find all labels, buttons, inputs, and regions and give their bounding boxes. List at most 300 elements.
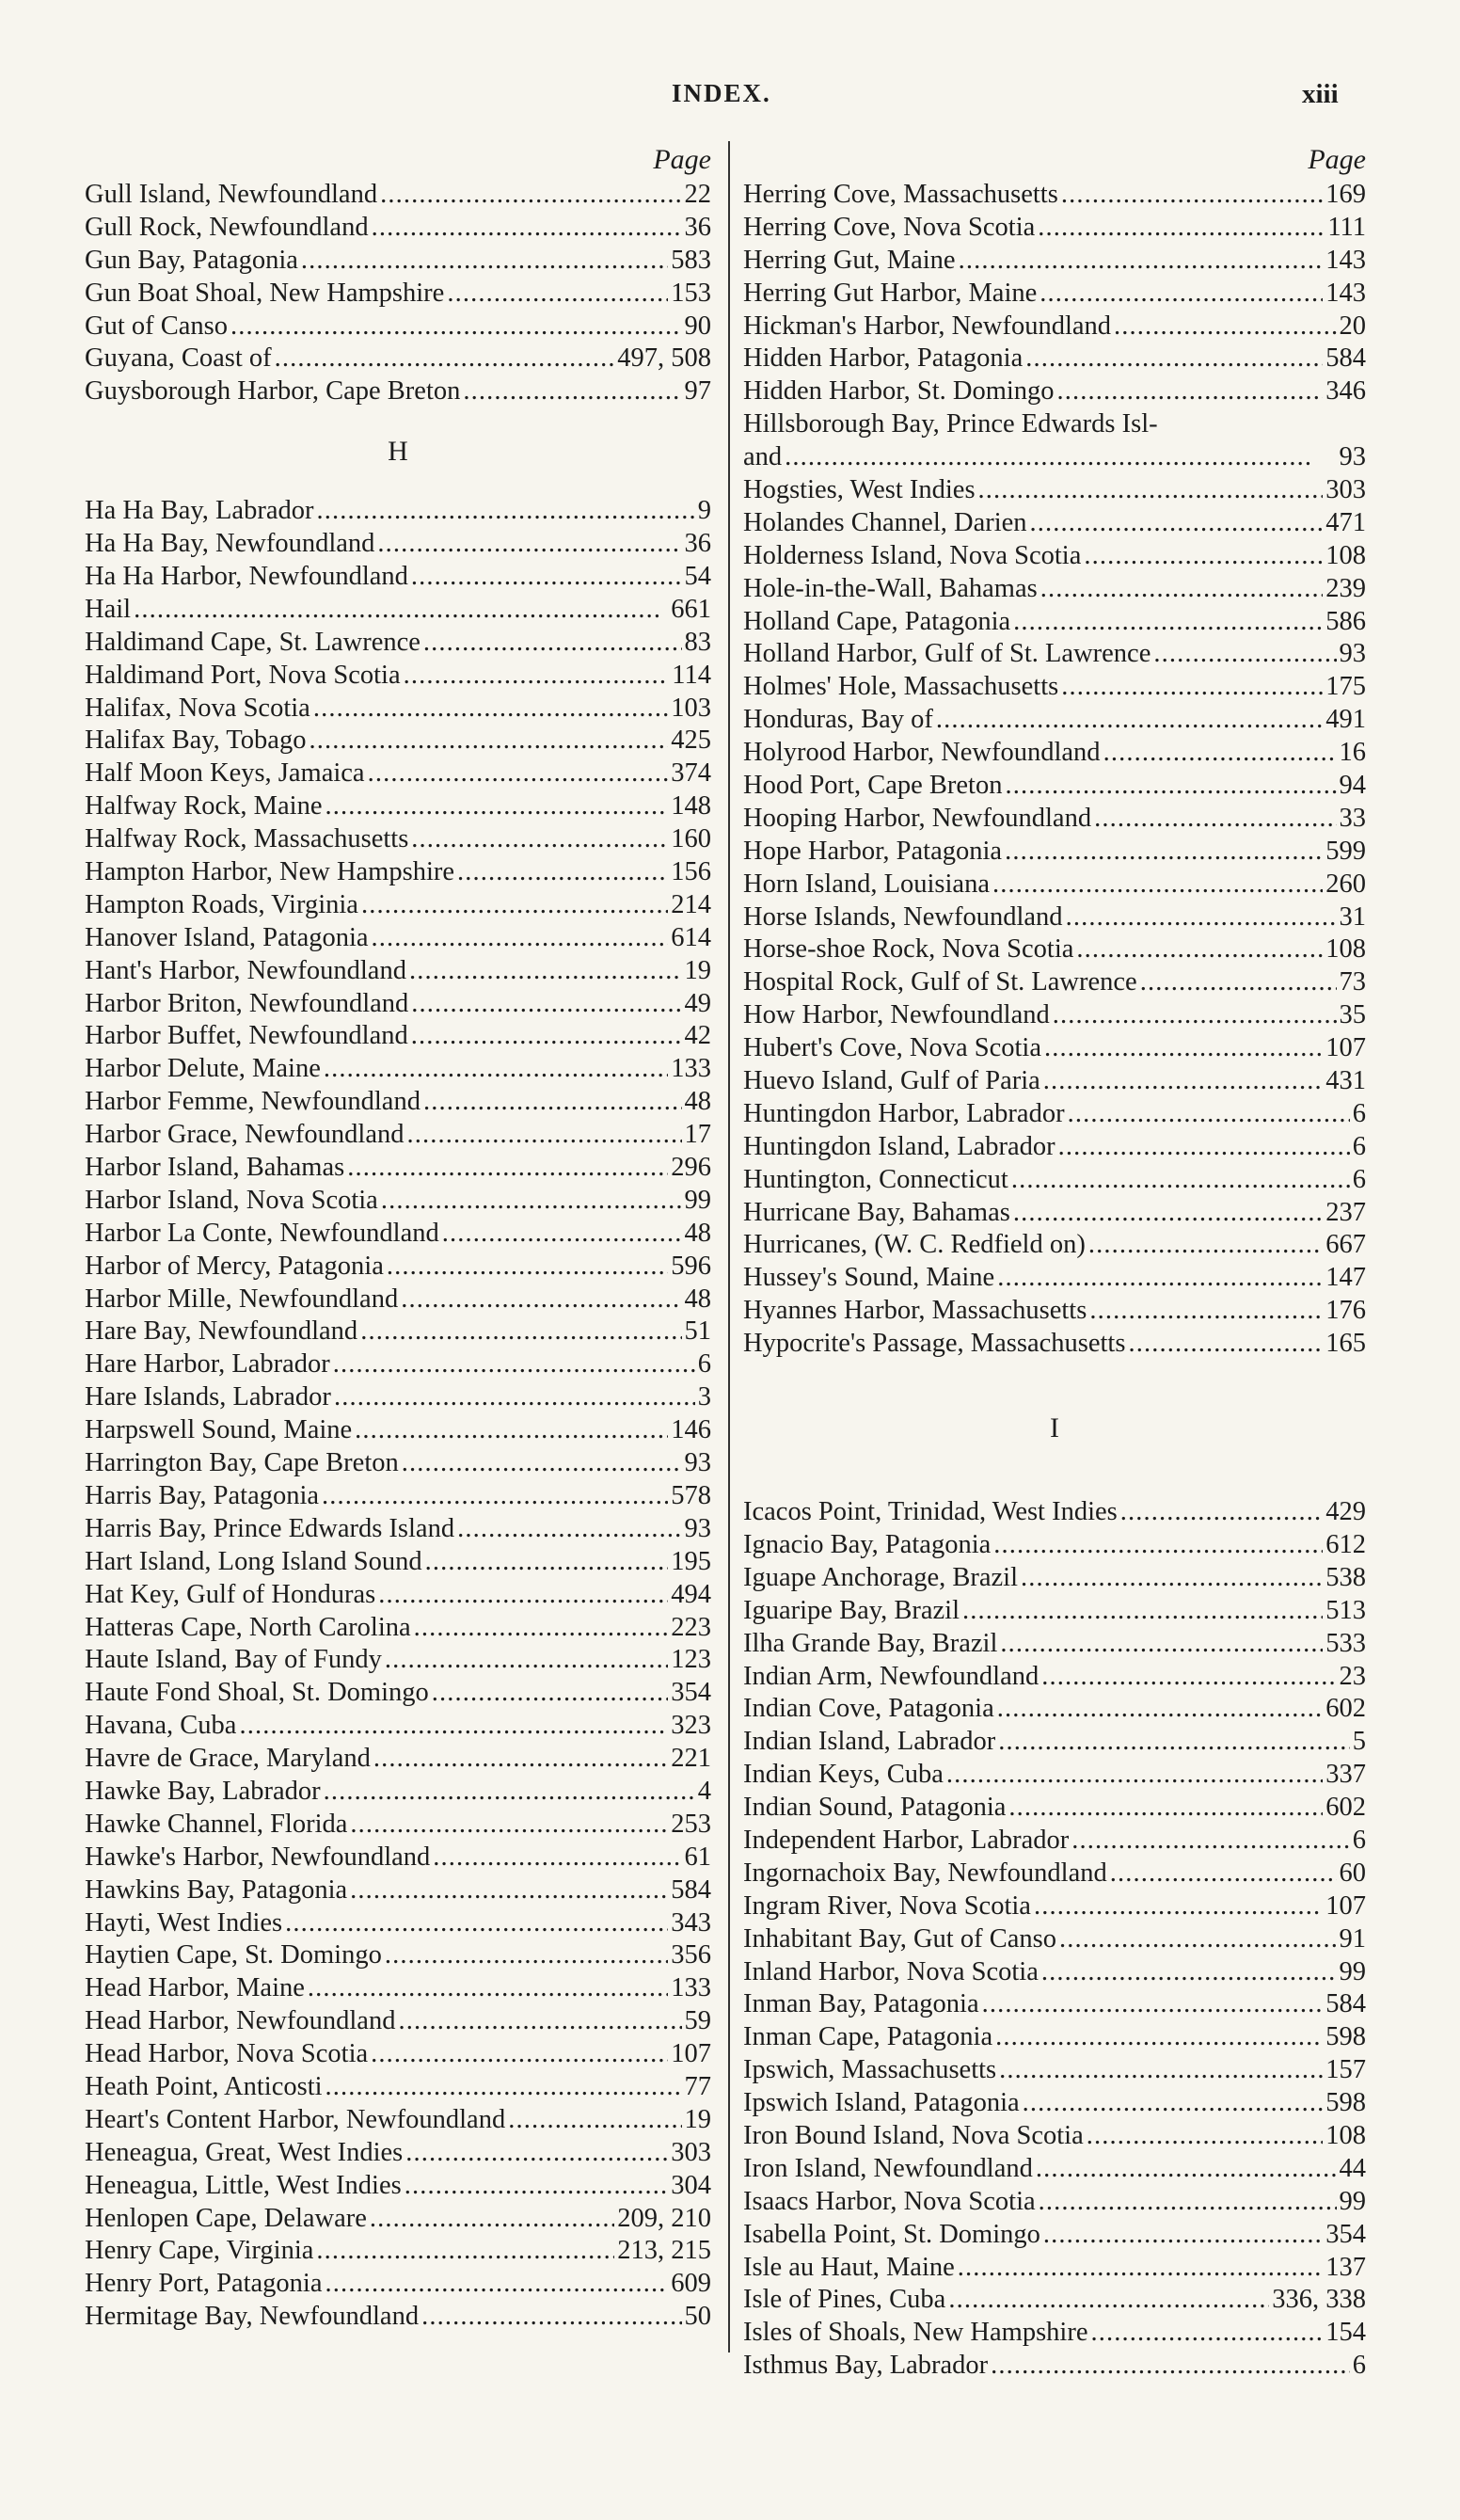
entry-page: 160	[671, 824, 711, 854]
entry-name: Harbor Delute, Maine	[85, 1054, 321, 1084]
index-entry	[85, 2137, 711, 2170]
entry-page: 586	[1325, 606, 1366, 636]
index-entry	[743, 901, 1366, 934]
index-entry	[743, 737, 1366, 770]
entry-name: Hidden Harbor, St. Domingo	[743, 376, 1055, 407]
index-entry	[743, 606, 1366, 639]
dot-leader	[1036, 2153, 1337, 2186]
entry-page: 598	[1325, 2088, 1366, 2118]
index-entry	[85, 1907, 711, 1940]
dot-leader	[1071, 1825, 1350, 1858]
dot-leader	[411, 823, 668, 856]
index-entry	[85, 1579, 711, 1612]
dot-leader	[1053, 999, 1337, 1032]
entry-page: 153	[671, 278, 711, 308]
entry-name: Half Moon Keys, Jamaica	[85, 758, 365, 789]
dot-leader	[370, 2203, 614, 2236]
index-entry	[85, 1447, 711, 1480]
dot-leader	[322, 1480, 668, 1513]
entry-page: 146	[671, 1415, 711, 1445]
entry-page: 108	[1325, 540, 1366, 570]
index-entry	[85, 495, 711, 528]
entry-name: Haytien Cape, St. Domingo	[85, 1940, 382, 1970]
entry-page: 584	[671, 1874, 711, 1905]
entry-name: Havre de Grace, Maryland	[85, 1744, 371, 1774]
entry-name: Iguape Anchorage, Brazil	[743, 1562, 1018, 1592]
dot-leader	[275, 343, 615, 375]
index-entry	[743, 375, 1366, 408]
entry-name: Holandes Channel, Darien	[743, 507, 1027, 537]
entry-name: Hurricanes, (W. C. Redfield on)	[743, 1230, 1086, 1260]
dot-leader	[1043, 2219, 1323, 2252]
entry-page: 596	[671, 1251, 711, 1281]
entry-name: Holland Cape, Patagonia	[743, 606, 1011, 636]
entry-name: Ha Ha Harbor, Newfoundland	[85, 562, 408, 591]
entry-name: Heneagua, Great, West Indies	[85, 2137, 404, 2167]
index-entry	[85, 1874, 711, 1907]
index-entry	[85, 1710, 711, 1743]
entry-page: 93	[1339, 442, 1366, 472]
dot-leader	[1041, 1661, 1336, 1694]
dot-leader	[447, 278, 668, 311]
entry-name: Iron Island, Newfoundland	[743, 2153, 1033, 2183]
dot-leader	[1087, 2120, 1324, 2153]
entry-page: 157	[1325, 2055, 1366, 2085]
entry-page: 260	[1325, 869, 1366, 899]
entry-page: 99	[1339, 1956, 1366, 1986]
entry-page: 49	[684, 988, 711, 1018]
entry-name: Inman Cape, Patagonia	[743, 2022, 993, 2052]
entry-name: Isthmus Bay, Labrador	[743, 2351, 989, 2381]
entry-name: Hare Islands, Labrador	[85, 1382, 331, 1412]
dot-leader	[1061, 179, 1323, 212]
index-entry	[743, 1825, 1366, 1858]
dot-leader	[355, 1414, 668, 1447]
entry-page: 33	[1339, 803, 1366, 833]
dot-leader	[371, 2038, 668, 2071]
entry-name: Holland Harbor, Gulf of St. Lawrence	[743, 639, 1151, 669]
dot-leader	[404, 660, 670, 693]
entry-name: Ilha Grande Bay, Brazil	[743, 1628, 998, 1658]
index-entry	[85, 245, 711, 278]
entry-page: 354	[1325, 2219, 1366, 2249]
index-entry	[743, 2219, 1366, 2252]
entry-page: 94	[1339, 771, 1366, 801]
index-entry	[85, 343, 711, 375]
index-entry	[85, 2268, 711, 2301]
index-entry	[85, 1348, 711, 1381]
index-entry	[743, 1693, 1366, 1726]
page-number: xiii	[1302, 79, 1339, 109]
index-entry	[743, 1496, 1366, 1529]
entry-name: Ha Ha Bay, Newfoundland	[85, 529, 375, 559]
entry-page: 431	[1325, 1066, 1366, 1096]
index-entry	[85, 1086, 711, 1119]
entry-name: Isabella Point, St. Domingo	[743, 2219, 1040, 2249]
entry-name: Inland Harbor, Nova Scotia	[743, 1956, 1039, 1986]
page-column-label: Page	[653, 144, 711, 175]
dot-leader	[239, 1710, 668, 1743]
index-entry	[743, 1065, 1366, 1098]
dot-leader	[1114, 311, 1336, 343]
index-entry	[85, 2005, 711, 2038]
index-entry	[85, 1939, 711, 1972]
dot-leader	[1061, 671, 1323, 704]
entry-name: Hooping Harbor, Newfoundland	[743, 803, 1092, 833]
entry-name: Gun Bay, Patagonia	[85, 245, 298, 275]
entry-name: Harbor Island, Nova Scotia	[85, 1185, 378, 1215]
index-entry	[743, 836, 1366, 869]
dot-leader	[385, 1939, 668, 1972]
index-entry	[743, 966, 1366, 999]
index-entry	[743, 1923, 1366, 1956]
dot-leader	[411, 561, 682, 594]
dot-leader	[350, 1874, 668, 1907]
dot-leader	[309, 725, 668, 758]
dot-leader	[333, 1348, 695, 1381]
entry-name: Hypocrite's Passage, Massachusetts	[743, 1329, 1126, 1359]
entry-page: 602	[1325, 1793, 1366, 1823]
entry-name: Hyannes Harbor, Massachusetts	[743, 1296, 1087, 1326]
entry-name: Isle of Pines, Cuba	[743, 2285, 946, 2315]
entry-name: Huevo Island, Gulf of Paria	[743, 1066, 1040, 1096]
dot-leader	[411, 988, 681, 1021]
index-entry	[743, 2087, 1366, 2120]
entry-name: Haute Fond Shoal, St. Domingo	[85, 1678, 429, 1708]
entry-name: Harbor Island, Bahamas	[85, 1153, 345, 1183]
entry-page: 20	[1339, 311, 1366, 341]
entry-page: 44	[1339, 2153, 1366, 2183]
entry-name: Holderness Island, Nova Scotia	[743, 540, 1082, 570]
index-entry	[743, 573, 1366, 606]
dot-leader	[425, 1546, 669, 1579]
dot-leader	[325, 790, 668, 823]
entry-name: Henry Cape, Virginia	[85, 2236, 314, 2266]
entry-page: 195	[671, 1546, 711, 1576]
entry-page: 214	[671, 889, 711, 919]
dot-leader	[1008, 1792, 1323, 1825]
entry-page: 221	[671, 1744, 711, 1774]
index-entry	[85, 1612, 711, 1645]
dot-leader	[995, 2021, 1323, 2054]
entry-group	[743, 474, 1366, 1361]
index-entry	[85, 1677, 711, 1710]
entry-page: 60	[1339, 1858, 1366, 1888]
dot-leader	[948, 2284, 1269, 2317]
section-heading-i: I	[1050, 1412, 1059, 1444]
entry-page: 175	[1325, 672, 1366, 702]
entry-name: Gun Boat Shoal, New Hampshire	[85, 278, 445, 308]
dot-leader	[347, 1152, 668, 1185]
entry-page: 93	[1339, 639, 1366, 669]
entry-page: 346	[1325, 376, 1366, 407]
section-heading-h: H	[388, 436, 408, 468]
entry-page: 6	[1352, 1825, 1366, 1855]
dot-leader	[377, 528, 681, 561]
index-entry	[743, 2350, 1366, 2383]
entry-page: 108	[1325, 934, 1366, 965]
dot-leader	[301, 245, 668, 278]
dot-leader	[1011, 1164, 1350, 1197]
index-entry	[85, 1053, 711, 1086]
index-entry	[85, 1809, 711, 1842]
entry-page: 97	[684, 376, 711, 407]
entry-name: Havana, Cuba	[85, 1711, 237, 1741]
dot-leader	[409, 955, 682, 988]
entry-name: Harbor Mille, Newfoundland	[85, 1284, 399, 1314]
entry-page: 612	[1325, 1529, 1366, 1559]
entry-page: 176	[1325, 1296, 1366, 1326]
entry-page: 54	[684, 562, 711, 591]
index-entry	[85, 922, 711, 955]
dot-leader	[991, 2350, 1350, 2383]
entry-name: Ingram River, Nova Scotia	[743, 1890, 1031, 1921]
dot-leader	[1066, 901, 1337, 934]
entry-page: 578	[671, 1480, 711, 1510]
entry-page: 6	[1352, 1131, 1366, 1161]
dot-leader	[959, 245, 1324, 278]
entry-name: Henry Port, Patagonia	[85, 2269, 323, 2299]
entry-page: 609	[671, 2269, 711, 2299]
entry-name: Harris Bay, Patagonia	[85, 1480, 320, 1510]
index-entry	[85, 2301, 711, 2334]
index-entry	[743, 803, 1366, 836]
entry-name: Independent Harbor, Labrador	[743, 1825, 1070, 1855]
entry-page: 304	[671, 2170, 711, 2200]
dot-leader	[1058, 1131, 1350, 1164]
dot-leader	[1120, 1496, 1324, 1529]
dot-leader	[405, 2137, 668, 2170]
entry-name: Gull Island, Newfoundland	[85, 179, 378, 209]
entry-page: 6	[1352, 1164, 1366, 1194]
entry-page: 598	[1325, 2022, 1366, 2052]
index-entry	[85, 375, 711, 408]
entry-page: 51	[684, 1316, 711, 1347]
entry-name: Halifax, Nova Scotia	[85, 693, 310, 723]
index-entry	[743, 1262, 1366, 1295]
entry-name: Indian Cove, Patagonia	[743, 1694, 994, 1724]
entry-name: Isles of Shoals, New Hampshire	[743, 2318, 1088, 2348]
entry-page: 31	[1339, 901, 1366, 932]
entry-name: Halifax Bay, Tobago	[85, 726, 307, 756]
dot-leader	[398, 2005, 681, 2038]
index-entry	[85, 2071, 711, 2104]
entry-name: Gull Rock, Newfoundland	[85, 212, 369, 242]
dot-leader	[999, 2054, 1323, 2087]
entry-name: Indian Keys, Cuba	[743, 1760, 944, 1790]
index-entry	[743, 2153, 1366, 2186]
dot-leader	[372, 922, 669, 955]
entry-name: Harbor of Mercy, Patagonia	[85, 1251, 384, 1281]
index-entry	[743, 2021, 1366, 2054]
entry-name: Heneagua, Little, West Indies	[85, 2170, 402, 2200]
entry-page: 133	[671, 1973, 711, 2003]
dot-leader	[1038, 212, 1325, 245]
entry-name: Huntington, Connecticut	[743, 1164, 1008, 1194]
entry-name: Hole-in-the-Wall, Bahamas	[743, 573, 1038, 603]
dot-leader	[1059, 1923, 1337, 1956]
index-entry	[743, 2054, 1366, 2087]
dot-leader	[378, 1579, 668, 1612]
entry-page: 42	[684, 1021, 711, 1051]
entry-name: Hail	[85, 594, 132, 624]
entry-name: Indian Sound, Patagonia	[743, 1793, 1007, 1823]
entry-page: 169	[1325, 179, 1366, 209]
index-entry	[85, 2038, 711, 2071]
index-entry	[85, 955, 711, 988]
dot-leader	[463, 375, 681, 408]
page-column-label: Page	[1308, 144, 1366, 175]
index-entry	[85, 311, 711, 343]
dot-leader	[385, 1644, 668, 1677]
dot-leader	[350, 1809, 668, 1842]
index-entry	[85, 1185, 711, 1218]
dot-leader	[1110, 1858, 1337, 1890]
entry-name: Huntingdon Island, Labrador	[743, 1131, 1055, 1161]
dot-leader	[1089, 1295, 1323, 1328]
dot-leader	[134, 594, 668, 627]
index-entry	[743, 2120, 1366, 2153]
entry-page: 584	[1325, 343, 1366, 374]
index-entry	[85, 179, 711, 212]
entry-name: Horse Islands, Newfoundland	[743, 901, 1063, 932]
entry-page: 6	[1352, 1098, 1366, 1128]
dot-leader	[978, 474, 1324, 507]
dot-leader	[992, 869, 1323, 901]
index-entry	[743, 1230, 1366, 1263]
index-entry	[743, 999, 1366, 1032]
dot-leader	[421, 2301, 681, 2334]
entry-name: Hampton Roads, Virginia	[85, 889, 358, 919]
dot-leader	[1039, 278, 1323, 311]
entry-page: 538	[1325, 1562, 1366, 1592]
entry-group	[743, 179, 1366, 408]
index-entry	[743, 869, 1366, 901]
entry-page: 111	[1327, 212, 1366, 242]
dot-leader	[405, 2170, 669, 2203]
entry-name: Halfway Rock, Massachusetts	[85, 824, 409, 854]
entry-name: Hogsties, West Indies	[743, 475, 976, 504]
entry-name: Iguaripe Bay, Brazil	[743, 1595, 960, 1625]
dot-leader	[401, 1284, 681, 1316]
entry-name: Heart's Content Harbor, Newfoundland	[85, 2104, 506, 2134]
entry-page: 48	[684, 1087, 711, 1117]
index-entry	[85, 988, 711, 1021]
entry-page: 36	[684, 212, 711, 242]
entry-group	[85, 179, 711, 408]
entry-name: Holyrood Harbor, Newfoundland	[743, 738, 1101, 768]
entry-name: Gut of Canso	[85, 311, 228, 341]
entry-page: 471	[1325, 507, 1366, 537]
entry-page: 50	[684, 2302, 711, 2332]
entry-page: 429	[1325, 1497, 1366, 1527]
dot-leader	[308, 1972, 668, 2005]
dot-leader	[958, 2252, 1323, 2285]
entry-name: Harbor La Conte, Newfoundland	[85, 1218, 439, 1248]
entry-name: Hope Harbor, Patagonia	[743, 836, 1003, 866]
dot-leader	[406, 1119, 681, 1152]
index-entry	[743, 1628, 1366, 1661]
dot-leader	[316, 495, 694, 528]
index-entry	[85, 2104, 711, 2137]
index-entry	[743, 1562, 1366, 1595]
dot-leader	[414, 1612, 669, 1645]
index-entry	[85, 212, 711, 245]
index-entry	[85, 1152, 711, 1185]
dot-leader	[1039, 2186, 1337, 2219]
entry-name: Harrington Bay, Cape Breton	[85, 1448, 399, 1478]
index-entry	[85, 278, 711, 311]
index-entry	[743, 1661, 1366, 1694]
entry-page: 494	[671, 1579, 711, 1609]
entry-page: 667	[1325, 1230, 1366, 1260]
index-entry	[743, 507, 1366, 540]
entry-page: 107	[1325, 1890, 1366, 1921]
index-entry	[85, 889, 711, 922]
index-entry	[85, 1284, 711, 1316]
index-entry	[85, 1480, 711, 1513]
index-entry	[85, 594, 711, 627]
entry-page: 133	[671, 1054, 711, 1084]
dot-leader	[387, 1251, 668, 1284]
entry-page: 296	[671, 1153, 711, 1183]
dot-leader	[380, 179, 681, 212]
dot-leader	[1103, 737, 1337, 770]
entry-name: Horn Island, Louisiana	[743, 869, 990, 899]
entry-page: 303	[671, 2137, 711, 2167]
index-entry-wrapped: Hillsborough Bay, Prince Edwards Isl-	[743, 409, 1158, 439]
dot-leader	[1153, 638, 1336, 671]
entry-name: Hickman's Harbor, Newfoundland	[743, 311, 1112, 341]
index-entry	[743, 704, 1366, 737]
index-entry	[743, 1529, 1366, 1562]
entry-name: Hawke Bay, Labrador	[85, 1776, 321, 1806]
entry-page: 337	[1325, 1760, 1366, 1790]
entry-name: Harbor Grace, Newfoundland	[85, 1120, 405, 1150]
index-entry	[85, 2235, 711, 2268]
entry-name: Hermitage Bay, Newfoundland	[85, 2302, 420, 2332]
dot-leader	[1040, 573, 1324, 606]
dot-leader	[368, 758, 669, 790]
entry-name: Isle au Haut, Maine	[743, 2252, 955, 2282]
index-entry	[85, 1381, 711, 1414]
index-entry	[743, 1197, 1366, 1230]
entry-page: 213, 215	[617, 2236, 711, 2266]
dot-leader	[1030, 507, 1324, 540]
dot-leader	[1005, 770, 1336, 803]
entry-page: 16	[1339, 738, 1366, 768]
dot-leader	[423, 627, 682, 660]
entry-name: Huntingdon Harbor, Labrador	[743, 1098, 1065, 1128]
index-entry	[743, 1131, 1366, 1164]
dot-leader	[936, 704, 1323, 737]
entry-page: 90	[684, 311, 711, 341]
dot-leader	[457, 856, 668, 889]
entry-page: 107	[671, 2039, 711, 2069]
entry-name: Hubert's Cove, Nova Scotia	[743, 1033, 1041, 1063]
index-entry	[85, 627, 711, 660]
entry-name: Hawke Channel, Florida	[85, 1809, 348, 1839]
dot-leader	[785, 441, 1336, 474]
dot-leader	[946, 1759, 1323, 1792]
dot-leader	[432, 1677, 668, 1710]
index-entry	[85, 561, 711, 594]
page-header	[0, 79, 1460, 117]
entry-page: 36	[684, 529, 711, 559]
dot-leader	[993, 1529, 1323, 1562]
dot-leader	[1140, 966, 1337, 999]
index-entry	[743, 1988, 1366, 2021]
